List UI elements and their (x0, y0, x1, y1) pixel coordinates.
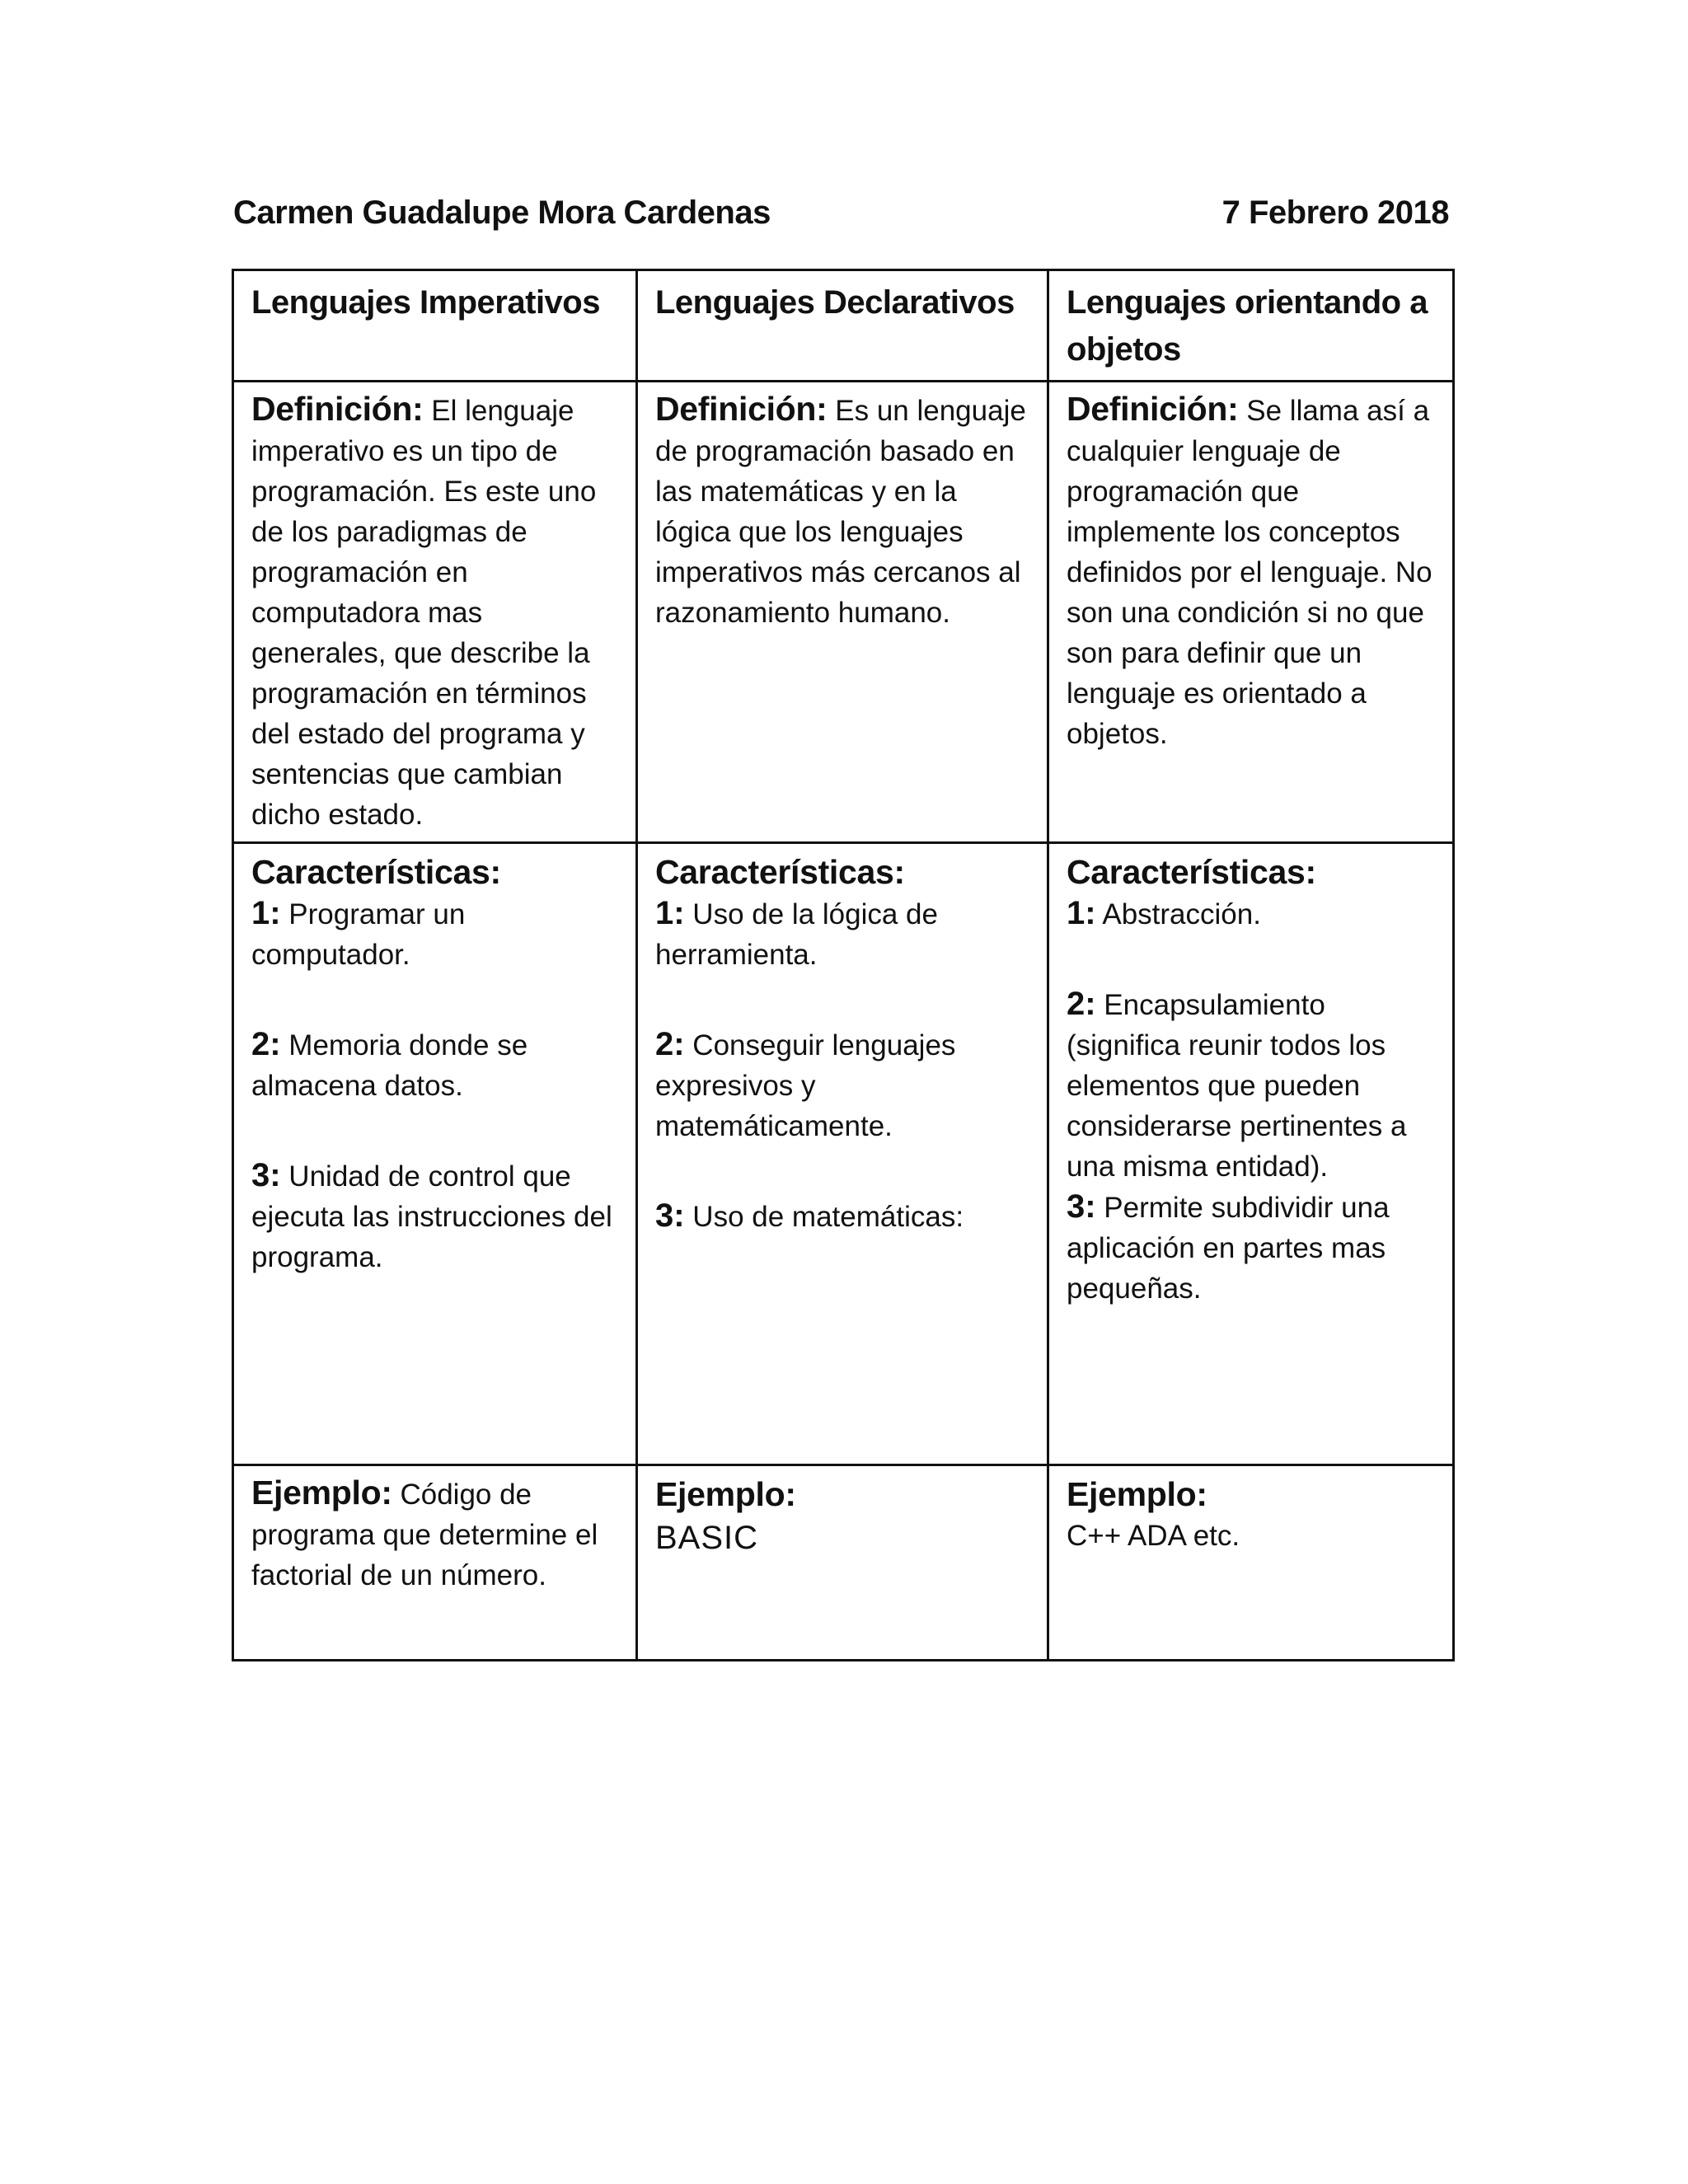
document-date: 7 Febrero 2018 (1221, 194, 1449, 231)
table-row (233, 1465, 1454, 1661)
item-text: Uso de la lógica de herramienta. (655, 898, 938, 971)
characteristics-cell (233, 843, 637, 1465)
list-item (655, 1024, 1030, 1146)
characteristics-label: Características: (655, 853, 905, 891)
item-number: 3: (655, 1197, 685, 1234)
item-text: Memoria donde se almacena datos. (251, 1029, 528, 1102)
item-number: 3: (1067, 1188, 1096, 1225)
list-item (251, 893, 619, 975)
item-number: 3: (251, 1157, 281, 1193)
list-item (1067, 984, 1436, 1187)
list-item (655, 893, 1030, 975)
item-text: Encapsulamiento (significa reunir todos los elementos que pueden considerarse pertinentes a una misma entidad). (1067, 989, 1407, 1183)
item-number: 1: (251, 895, 281, 931)
item-text: Abstracción. (1095, 898, 1261, 930)
example-label: Ejemplo: (655, 1475, 796, 1513)
characteristics-cell (637, 843, 1048, 1465)
item-text: Unidad de control que ejecuta las instrucciones del programa. (251, 1160, 612, 1273)
definition-cell (233, 382, 637, 843)
definition-text: Es un lenguaje de programación basado en las matemáticas y en la lógica que los lenguajes imperativos más cercanos al razonamiento humano. (655, 395, 1026, 629)
table-row (233, 270, 1454, 382)
list-item (251, 1024, 619, 1106)
definition-text: Se llama así a cualquier lenguaje de programación que implemente los conceptos definidos por el lenguaje. No son una condición si no que son para definir que un lenguaje es orientado a objetos. (1067, 395, 1432, 750)
example-cell (1048, 1465, 1454, 1661)
example-text: BASIC (655, 1520, 759, 1556)
item-number: 1: (655, 895, 685, 931)
definition-label: Definición: (1067, 390, 1239, 428)
author-name: Carmen Guadalupe Mora Cardenas (233, 194, 771, 231)
example-text: Código de programa que determine el factorial de un número. (251, 1479, 598, 1591)
column-header-objetos (1048, 270, 1454, 382)
definition-label: Definición: (251, 390, 424, 428)
column-title: Lenguajes Imperativos (251, 284, 600, 321)
example-cell (233, 1465, 637, 1661)
item-text: Conseguir lenguajes expresivos y matemáticamente. (655, 1029, 956, 1142)
list-item (655, 1196, 1030, 1237)
table-row (233, 382, 1454, 843)
column-header-declarativos (637, 270, 1048, 382)
list-item (251, 1155, 619, 1277)
table-row (233, 843, 1454, 1465)
definition-cell (1048, 382, 1454, 843)
list-item (1067, 893, 1436, 935)
definition-text: El lenguaje imperativo es un tipo de programación. Es este uno de los paradigmas de programación en computadora mas generales, que describe la programación en términos del estado del programa y sentencias que cambian dicho estado. (251, 395, 597, 831)
column-header-imperativos (233, 270, 637, 382)
example-label: Ejemplo: (251, 1474, 392, 1511)
example-text: C++ ADA etc. (1067, 1520, 1240, 1552)
characteristics-cell (1048, 843, 1454, 1465)
definition-label: Definición: (655, 390, 828, 428)
definition-cell (637, 382, 1048, 843)
comparison-table (232, 269, 1455, 1661)
item-number: 2: (1067, 986, 1096, 1022)
item-text: Uso de matemáticas: (684, 1201, 964, 1233)
item-text: Permite subdividir una aplicación en partes mas pequeñas. (1067, 1192, 1390, 1305)
column-title: Lenguajes orientando a objetos (1067, 284, 1428, 368)
characteristics-label: Características: (251, 853, 501, 891)
item-number: 2: (251, 1026, 281, 1062)
example-label: Ejemplo: (1067, 1475, 1207, 1513)
item-text: Programar un computador. (251, 898, 466, 971)
list-item (1067, 1187, 1436, 1309)
item-number: 2: (655, 1026, 685, 1062)
example-cell (637, 1465, 1048, 1661)
document-header (233, 194, 1449, 246)
characteristics-label: Características: (1067, 853, 1316, 891)
item-number: 1: (1067, 895, 1096, 931)
column-title: Lenguajes Declarativos (655, 284, 1015, 321)
